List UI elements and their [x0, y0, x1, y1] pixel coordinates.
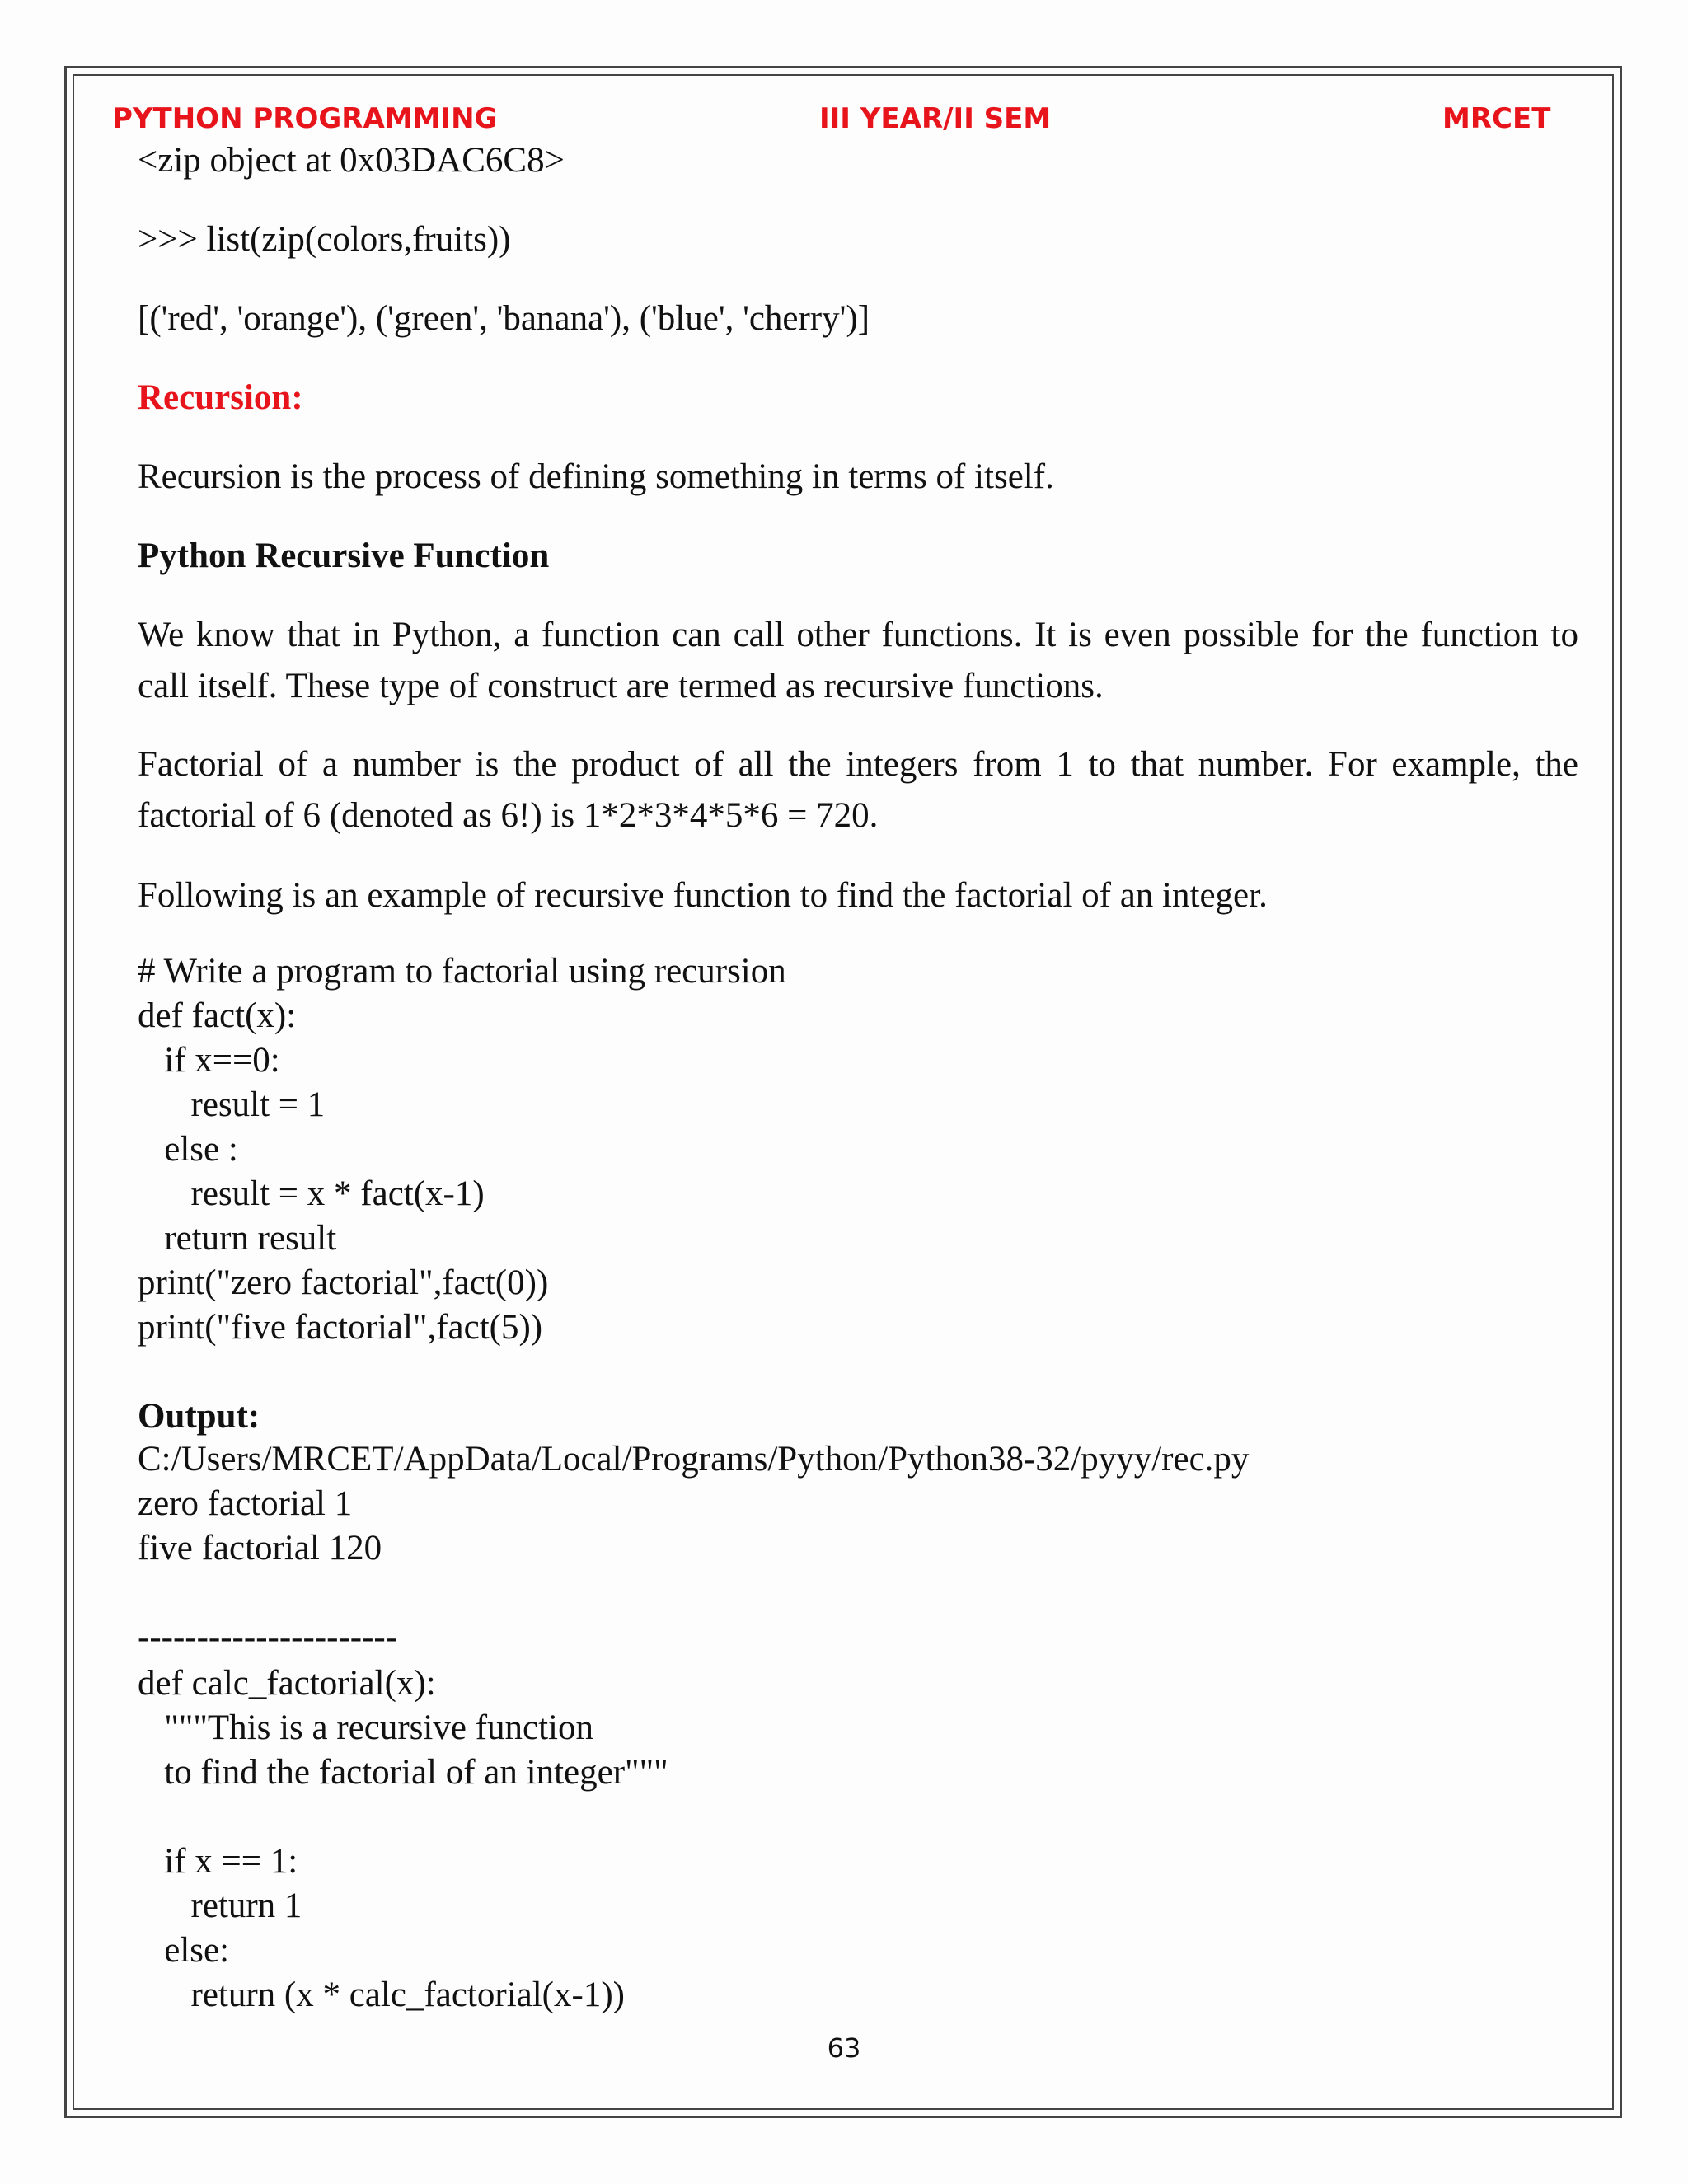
zip-object-line: <zip object at 0x03DAC6C8>	[138, 141, 565, 180]
output-block: C:/Users/MRCET/AppData/Local/Programs/Python/Python38-32/pyyy/rec.py zero factorial 1 five factorial 120	[138, 1440, 1250, 1568]
header-course: PYTHON PROGRAMMING	[112, 102, 498, 135]
zip-list-command: >>> list(zip(colors,fruits))	[138, 220, 511, 259]
subheading-recursive-function: Python Recursive Function	[138, 537, 550, 575]
section-title-recursion: Recursion:	[138, 378, 303, 417]
output-label: Output:	[138, 1397, 260, 1436]
code-block-fact: # Write a program to factorial using recursion def fact(x): if x==0: result = 1 else : result = x * fact(x-1) return result print("zero factorial",fact(0)) print("five factorial",fact(5))	[138, 952, 786, 1347]
paragraph-example-intro: Following is an example of recursive function to find the factorial of an integer.	[138, 876, 1268, 915]
header-institute: MRCET	[1442, 102, 1551, 135]
divider-line: ----------------------	[138, 1618, 398, 1657]
zip-list-result: [('red', 'orange'), ('green', 'banana'), ('blue', 'cherry')]	[138, 299, 870, 338]
code-block-calc-factorial: def calc_factorial(x): """This is a recursive function to find the factorial of an integer""" if x == 1: return 1 else: return (x * calc_factorial(x-1))	[138, 1664, 668, 2014]
page-number: 63	[827, 2032, 861, 2064]
header-year-sem: III YEAR/II SEM	[819, 102, 1052, 135]
paragraph-recursive-functions: We know that in Python, a function can call other functions. It is even possible for the function to call itself. These type of construct are termed as recursive functions.	[138, 616, 1578, 705]
paragraph-factorial: Factorial of a number is the product of all the integers from 1 to that number. For example, the factorial of 6 (denoted as 6!) is 1*2*3*4*5*6 = 720.	[138, 745, 1578, 835]
recursion-definition: Recursion is the process of defining something in terms of itself.	[138, 457, 1054, 496]
